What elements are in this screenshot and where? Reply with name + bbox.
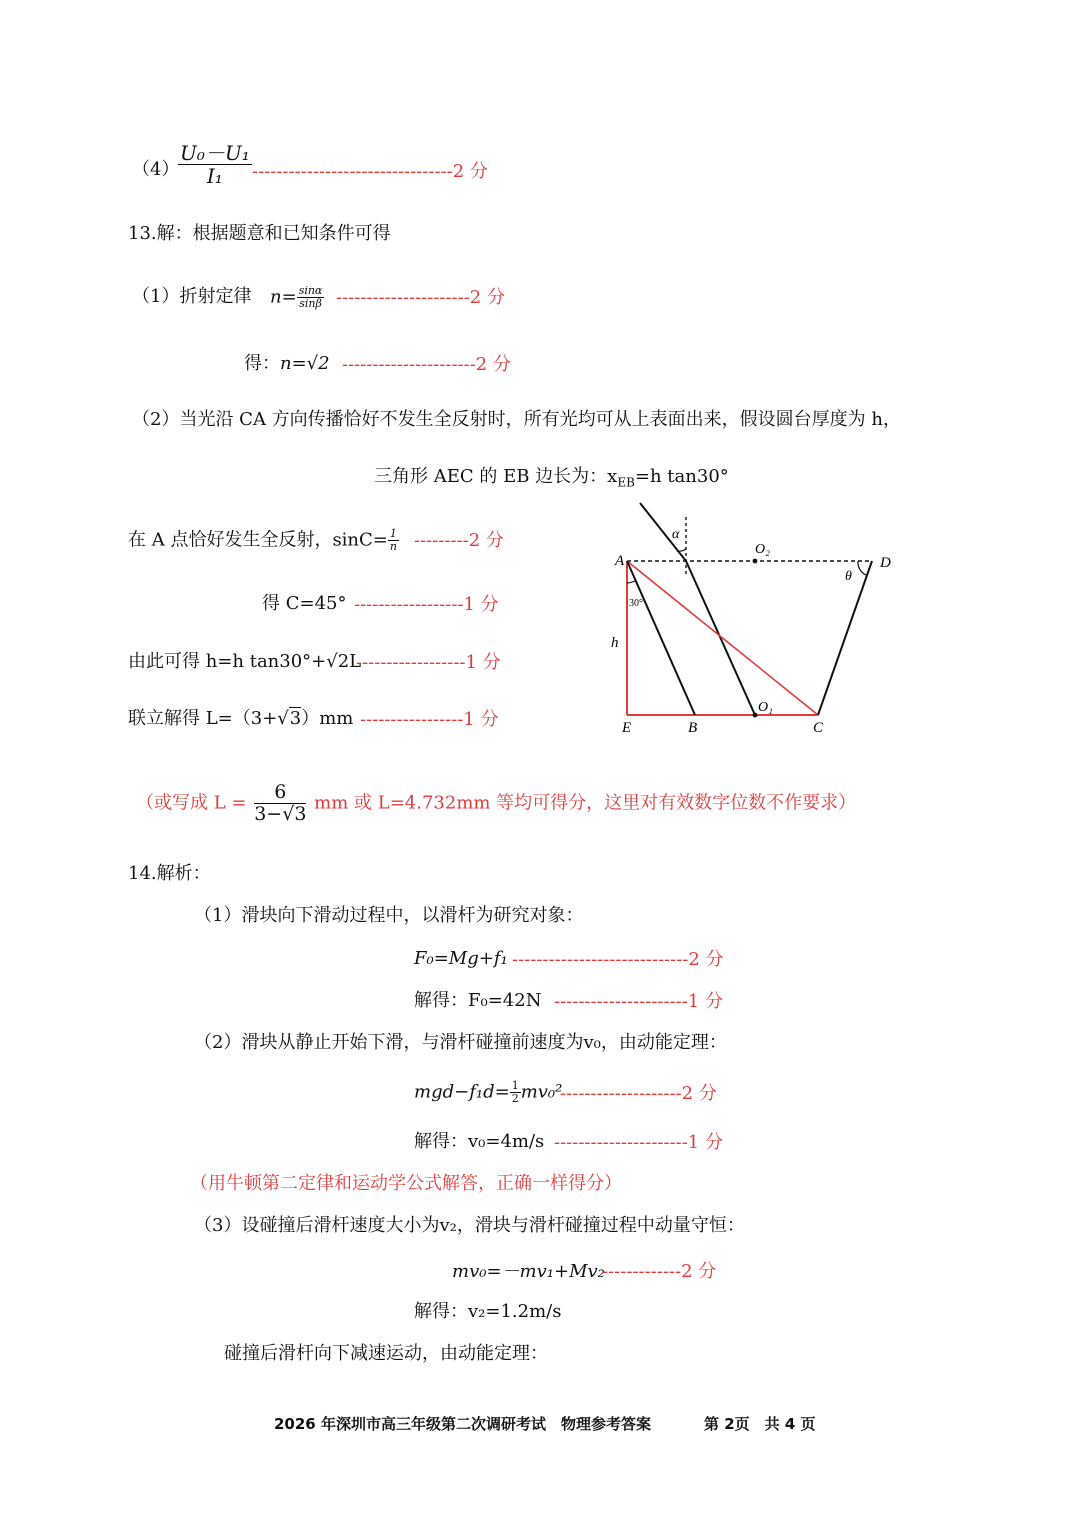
q13-alt-line bbox=[136, 782, 856, 825]
q14-eq1: F₀=Mg+f₁ bbox=[414, 948, 508, 969]
q14-eq3: mv₀=－mv₁+Mv₂ bbox=[452, 1261, 605, 1282]
q14-eq2-score: --------------------2 分 bbox=[560, 1083, 717, 1104]
q14-s2-text: （2）滑块从静止开始下滑，与滑杆碰撞前速度为v₀，由动能定理： bbox=[194, 1032, 727, 1053]
q13-c-score: ------------------1 分 bbox=[354, 594, 499, 615]
q14-eq2-post: mv₀² bbox=[520, 1081, 563, 1103]
q13-l-pre: 联立解得 L=（3+ bbox=[128, 708, 278, 729]
angle30-arc bbox=[627, 581, 635, 583]
q13-s2-triangle-eq: =h tan30° bbox=[634, 466, 729, 487]
q13-alt-post: mm 或 L=4.732mm 等均可得分，这里对有效数字位数不作要求） bbox=[314, 792, 857, 814]
q13-l-sqrt: 3 bbox=[289, 708, 302, 729]
part4-denominator: I₁ bbox=[206, 164, 223, 188]
refracted-ray bbox=[686, 561, 755, 715]
q13-a-score: ---------2 分 bbox=[414, 530, 504, 551]
q13-s1-result-score: ----------------------2 分 bbox=[342, 354, 511, 375]
q14-res2-score: ----------------------1 分 bbox=[554, 1132, 723, 1153]
q13-a-text-label: 在 A 点恰好发生全反射，sinC= bbox=[128, 529, 388, 551]
q13-alt-num: 6 bbox=[254, 782, 306, 804]
label-h: h bbox=[611, 635, 619, 651]
q14-s1-text: （1）滑块向下滑动过程中，以滑杆为研究对象： bbox=[194, 905, 584, 926]
q14-heading: 14.解析： bbox=[128, 863, 211, 884]
q13-s2-triangle bbox=[374, 465, 729, 495]
q13-a-text: 在 A 点恰好发生全反射，sinC= $\frac{1}{n}$ bbox=[128, 527, 397, 554]
q13-l-post: ）mm bbox=[301, 708, 354, 729]
point-O1 bbox=[753, 713, 758, 718]
q13-s2-triangle-sub: EB bbox=[617, 475, 635, 490]
label-O2: O₂ bbox=[755, 542, 770, 557]
q13-c-text: 得 C=45° bbox=[262, 593, 347, 614]
label-C: C bbox=[813, 720, 824, 736]
part4-score: ---------------------------------2 分 bbox=[252, 161, 488, 182]
q14-eq2-pre: mgd−f₁d= bbox=[414, 1081, 510, 1103]
q13-s1-result-label: 得： bbox=[244, 353, 280, 374]
q14-eq2: mgd−f₁d= $\frac{1}{2}$ mv₀² bbox=[414, 1079, 563, 1106]
label-A: A bbox=[615, 553, 625, 569]
q13-alt-den: 3−√3 bbox=[254, 802, 307, 825]
q13-s1-num: sinα bbox=[298, 284, 323, 297]
q14-eq3-score: -------------2 分 bbox=[602, 1261, 717, 1282]
q13-s2-text: （2）当光沿 CA 方向传播恰好不发生全反射时，所有光均可从上表面出来，假设圆台厚度为 h， bbox=[132, 409, 901, 430]
q13-alt-pre: （或写成 L = bbox=[136, 792, 247, 814]
label-alpha: α bbox=[672, 527, 680, 542]
q14-note: （用牛顿第二定律和运动学公式解答，正确一样得分） bbox=[190, 1173, 622, 1194]
q14-s4-text: 碰撞后滑杆向下减速运动，由动能定理： bbox=[224, 1343, 548, 1364]
q14-eq1-score: -----------------------------2 分 bbox=[512, 949, 724, 970]
label-angle30: 30° bbox=[629, 598, 643, 609]
label-theta: θ bbox=[845, 569, 852, 584]
footer-page: 第 2页 共 4 页 bbox=[704, 1415, 816, 1433]
side-CD bbox=[818, 561, 872, 715]
q13-s1-score: ----------------------2 分 bbox=[336, 287, 505, 308]
q13-s1-den: sinβ bbox=[299, 297, 322, 311]
theta-arc bbox=[858, 561, 866, 575]
part4-numerator: U₀－U₁ bbox=[180, 141, 250, 165]
optics-diagram bbox=[600, 495, 920, 745]
point-O2 bbox=[753, 559, 758, 564]
q14-res2: 解得：v₀=4m/s bbox=[414, 1131, 545, 1152]
q13-s1-result: n=√2 bbox=[280, 353, 330, 374]
label-O1: O₁ bbox=[758, 700, 773, 715]
q13-s1-formula: n= $\frac{\sin\alpha}{\sin\beta}$ bbox=[270, 284, 323, 311]
part4-label: （4） bbox=[132, 159, 180, 180]
q14-res3: 解得：v₂=1.2m/s bbox=[414, 1301, 562, 1322]
q13-h-score: ------------------1 分 bbox=[356, 652, 501, 673]
part4-fraction bbox=[178, 142, 252, 187]
label-E: E bbox=[622, 720, 632, 736]
q13-s1-label: （1）折射定律 bbox=[132, 286, 252, 307]
q13-heading: 13.解：根据题意和已知条件可得 bbox=[128, 223, 391, 244]
q13-h-text: 由此可得 h=h tan30°+√2L bbox=[128, 651, 362, 672]
q14-s3-text: （3）设碰撞后滑杆速度大小为v₂，滑块与滑杆碰撞过程中动量守恒： bbox=[194, 1215, 745, 1236]
q13-l-score: -----------------1 分 bbox=[360, 709, 499, 730]
q14-res1: 解得：F₀=42N bbox=[414, 990, 542, 1011]
q13-s2-triangle-text: 三角形 AEC 的 EB 边长为：x bbox=[374, 466, 618, 487]
ray-AC bbox=[627, 561, 818, 715]
label-D: D bbox=[880, 555, 891, 571]
ray-AB bbox=[627, 561, 695, 715]
footer-title: 2026 年深圳市高三年级第二次调研考试 物理参考答案 bbox=[274, 1415, 651, 1433]
q13-l-text: 联立解得 L=（3+√3）mm bbox=[128, 708, 354, 729]
label-B: B bbox=[688, 720, 698, 736]
q14-res1-score: ----------------------1 分 bbox=[554, 991, 723, 1012]
